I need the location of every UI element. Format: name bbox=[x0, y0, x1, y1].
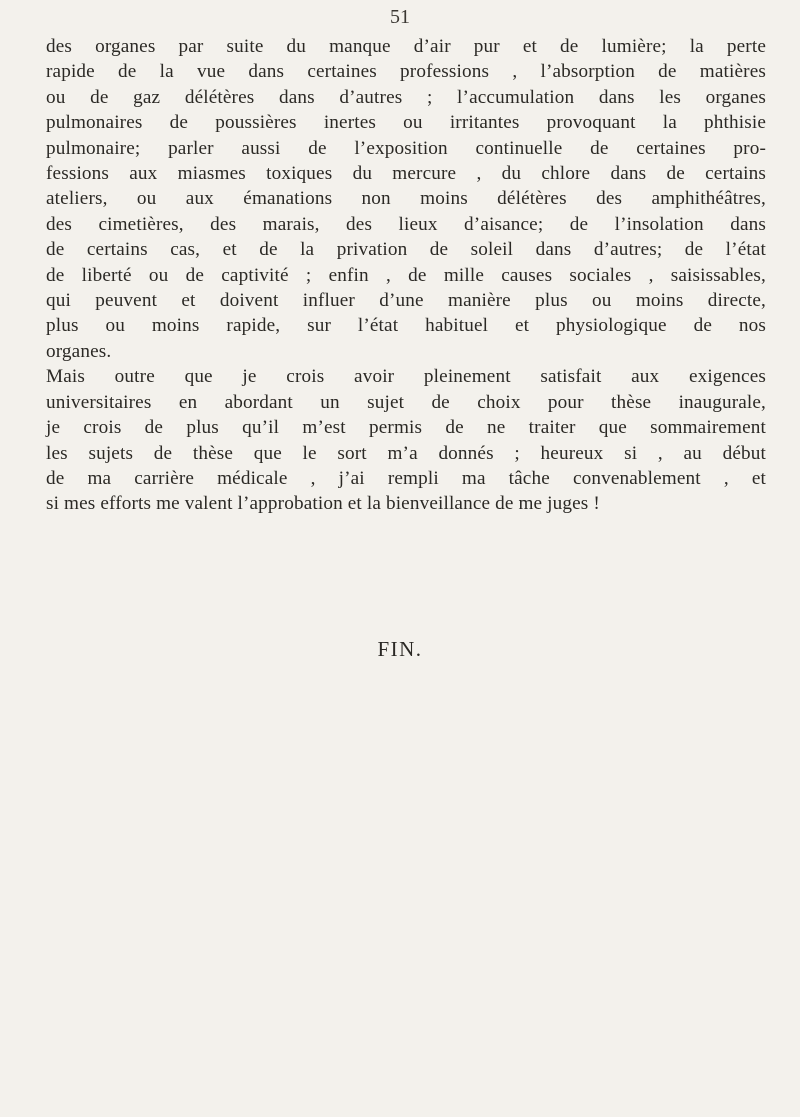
text-line: des cimetières, des marais, des lieux d’aisance; de l’insolation dans bbox=[46, 213, 766, 235]
text-line: Mais outre que je crois avoir pleinement satisfait aux exigences bbox=[46, 366, 766, 388]
text-line: des organes par suite du manque d’air pur et de lumière; la perte bbox=[46, 36, 766, 57]
text-line: rapide de la vue dans certaines professions , l’absorption de matières bbox=[46, 61, 766, 83]
text-line: fessions aux miasmes toxiques du mercure , du chlore dans de certains bbox=[46, 163, 766, 185]
text-line: qui peuvent et doivent influer d’une manière plus ou moins directe, bbox=[46, 290, 766, 312]
text-line: pulmonaire; parler aussi de l’exposition continuelle de certaines pro- bbox=[46, 137, 766, 159]
text-line: ou de gaz délétères dans d’autres ; l’accumulation dans les organes bbox=[46, 86, 766, 108]
text-line: de liberté ou de captivité ; enfin , de mille causes sociales , saisissables, bbox=[46, 264, 766, 286]
paragraph-1 bbox=[46, 34, 766, 364]
body-text bbox=[46, 34, 766, 517]
text-line: de certains cas, et de la privation de soleil dans d’autres; de l’état bbox=[46, 239, 766, 261]
page-number: 51 bbox=[390, 6, 410, 28]
text-line: pulmonaires de poussières inertes ou irritantes provoquant la phthisie bbox=[46, 112, 766, 134]
text-line: plus ou moins rapide, sur l’état habituel et physiologique de nos bbox=[46, 315, 766, 337]
text-line: universitaires en abordant un sujet de choix pour thèse inaugurale, bbox=[46, 391, 766, 413]
text-line: si mes efforts me valent l’approbation et la bienveillance de me juges ! bbox=[46, 493, 600, 515]
closing-fin: FIN. bbox=[377, 637, 423, 661]
text-line: de ma carrière médicale , j’ai rempli ma tâche convenablement , et bbox=[46, 467, 766, 489]
text-line: les sujets de thèse que le sort m’a donnés ; heureux si , au début bbox=[46, 442, 766, 464]
paragraph-2 bbox=[46, 364, 766, 516]
text-line: organes. bbox=[46, 340, 112, 362]
text-line: je crois de plus qu’il m’est permis de ne traiter que sommairement bbox=[46, 417, 766, 439]
text-line: ateliers, ou aux émanations non moins délétères des amphithéâtres, bbox=[46, 188, 766, 210]
